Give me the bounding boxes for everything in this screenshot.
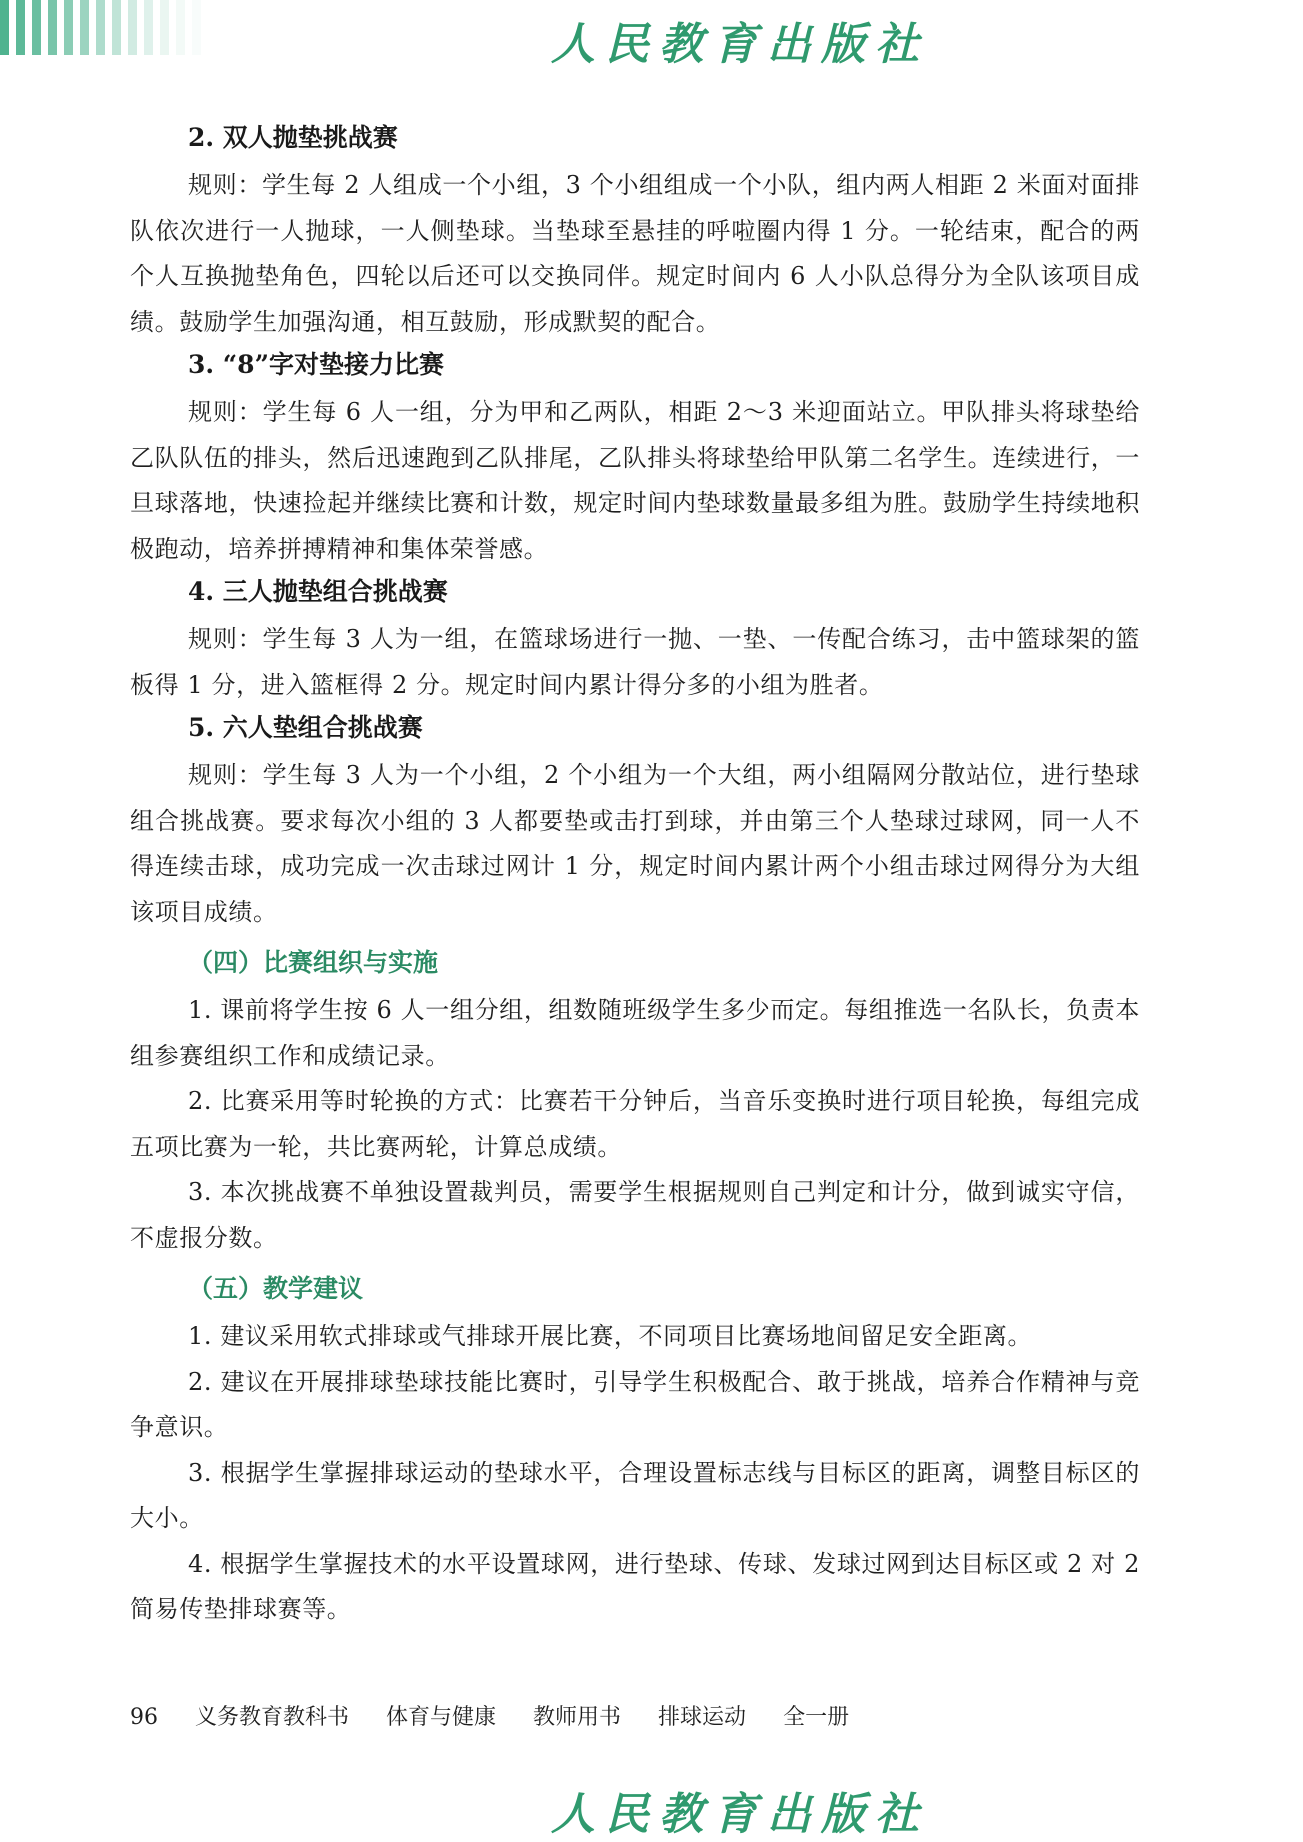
publisher-logo: 人民教育出版社 [551,19,929,70]
section-paragraph: 3. 根据学生掌握排球运动的垫球水平，合理设置标志线与目标区的距离，调整目标区的大小。 [130,1458,1140,1532]
page-content [130,118,1140,1633]
book-type: 教师用书 [533,1705,622,1730]
item-heading: 2. 双人抛垫挑战赛 [188,123,398,152]
stripe [192,0,201,55]
section-heading: （四）比赛组织与实施 [188,948,439,977]
section-paragraph: 1. 建议采用软式排球或气排球开展比赛，不同项目比赛场地间留足安全距离。 [188,1322,1033,1350]
stripe [176,0,185,55]
rule-paragraph: 规则：学生每 6 人一组，分为甲和乙两队，相距 2～3 米迎面站立。甲队排头将球垫给乙队队伍的排头，然后迅速跑到乙队排尾，乙队排头将球垫给甲队第二名学生。连续进行，一旦球落地，快速捡起并继续比赛和计数，规定时间内垫球数量最多组为胜。鼓励学生持续地积极跑动，培养拼搏精神和集体荣誉感。 [130,398,1140,563]
volume: 全一册 [783,1705,850,1730]
stripe [32,0,41,55]
stripe [80,0,89,55]
section-heading: （五）教学建议 [188,1274,364,1303]
book-series: 义务教育教科书 [195,1705,350,1730]
section-paragraph: 1. 课前将学生按 6 人一组分组，组数随班级学生多少而定。每组推选一名队长，负责本组参赛组织工作和成绩记录。 [130,996,1140,1070]
stripe [64,0,73,55]
publisher-logo: 人民教育出版社 [551,1789,929,1840]
header-stripes [0,0,240,55]
page-footer [130,1700,871,1731]
stripe [128,0,137,55]
stripe [48,0,57,55]
rule-paragraph: 规则：学生每 3 人为一个小组，2 个小组为一个大组，两小组隔网分散站位，进行垫球组合挑战赛。要求每次小组的 3 人都要垫或击打到球，并由第三个人垫球过球网，同一人不得连续击球，成功完成一次击球过网计 1 分，规定时间内累计两个小组击球过网得分为大组该项目成绩。 [130,761,1140,926]
stripe [16,0,25,55]
section-paragraph: 3. 本次挑战赛不单独设置裁判员，需要学生根据规则自己判定和计分，做到诚实守信，不虚报分数。 [130,1178,1140,1252]
stripe [96,0,105,55]
item-heading: 4. 三人抛垫组合挑战赛 [188,577,448,606]
stripe [0,0,9,55]
item-heading: 3. “8”字对垫接力比赛 [188,350,444,379]
rule-paragraph: 规则：学生每 3 人为一组，在篮球场进行一抛、一垫、一传配合练习，击中篮球架的篮板得 1 分，进入篮框得 2 分。规定时间内累计得分多的小组为胜者。 [130,625,1140,699]
section-paragraph: 2. 建议在开展排球垫球技能比赛时，引导学生积极配合、敢于挑战，培养合作精神与竞争意识。 [130,1367,1140,1441]
section-paragraph: 4. 根据学生掌握技术的水平设置球网，进行垫球、传球、发球过网到达目标区或 2 对 2 简易传垫排球赛等。 [130,1549,1140,1623]
item-heading: 5. 六人垫组合挑战赛 [188,713,423,742]
subject: 体育与健康 [386,1705,497,1730]
stripe [144,0,153,55]
topic: 排球运动 [658,1705,747,1730]
page-number: 96 [130,1705,158,1730]
section-paragraph: 2. 比赛采用等时轮换的方式：比赛若干分钟后，当音乐变换时进行项目轮换，每组完成五项比赛为一轮，共比赛两轮，计算总成绩。 [130,1087,1140,1161]
stripe [112,0,121,55]
stripe [160,0,169,55]
rule-paragraph: 规则：学生每 2 人组成一个小组，3 个小组组成一个小队，组内两人相距 2 米面对面排队依次进行一人抛球，一人侧垫球。当垫球至悬挂的呼啦圈内得 1 分。一轮结束，配合的两个人互换抛垫角色，四轮以后还可以交换同伴。规定时间内 6 人小队总得分为全队该项目成绩。鼓励学生加强沟通，相互鼓励，形成默契的配合。 [130,171,1140,336]
